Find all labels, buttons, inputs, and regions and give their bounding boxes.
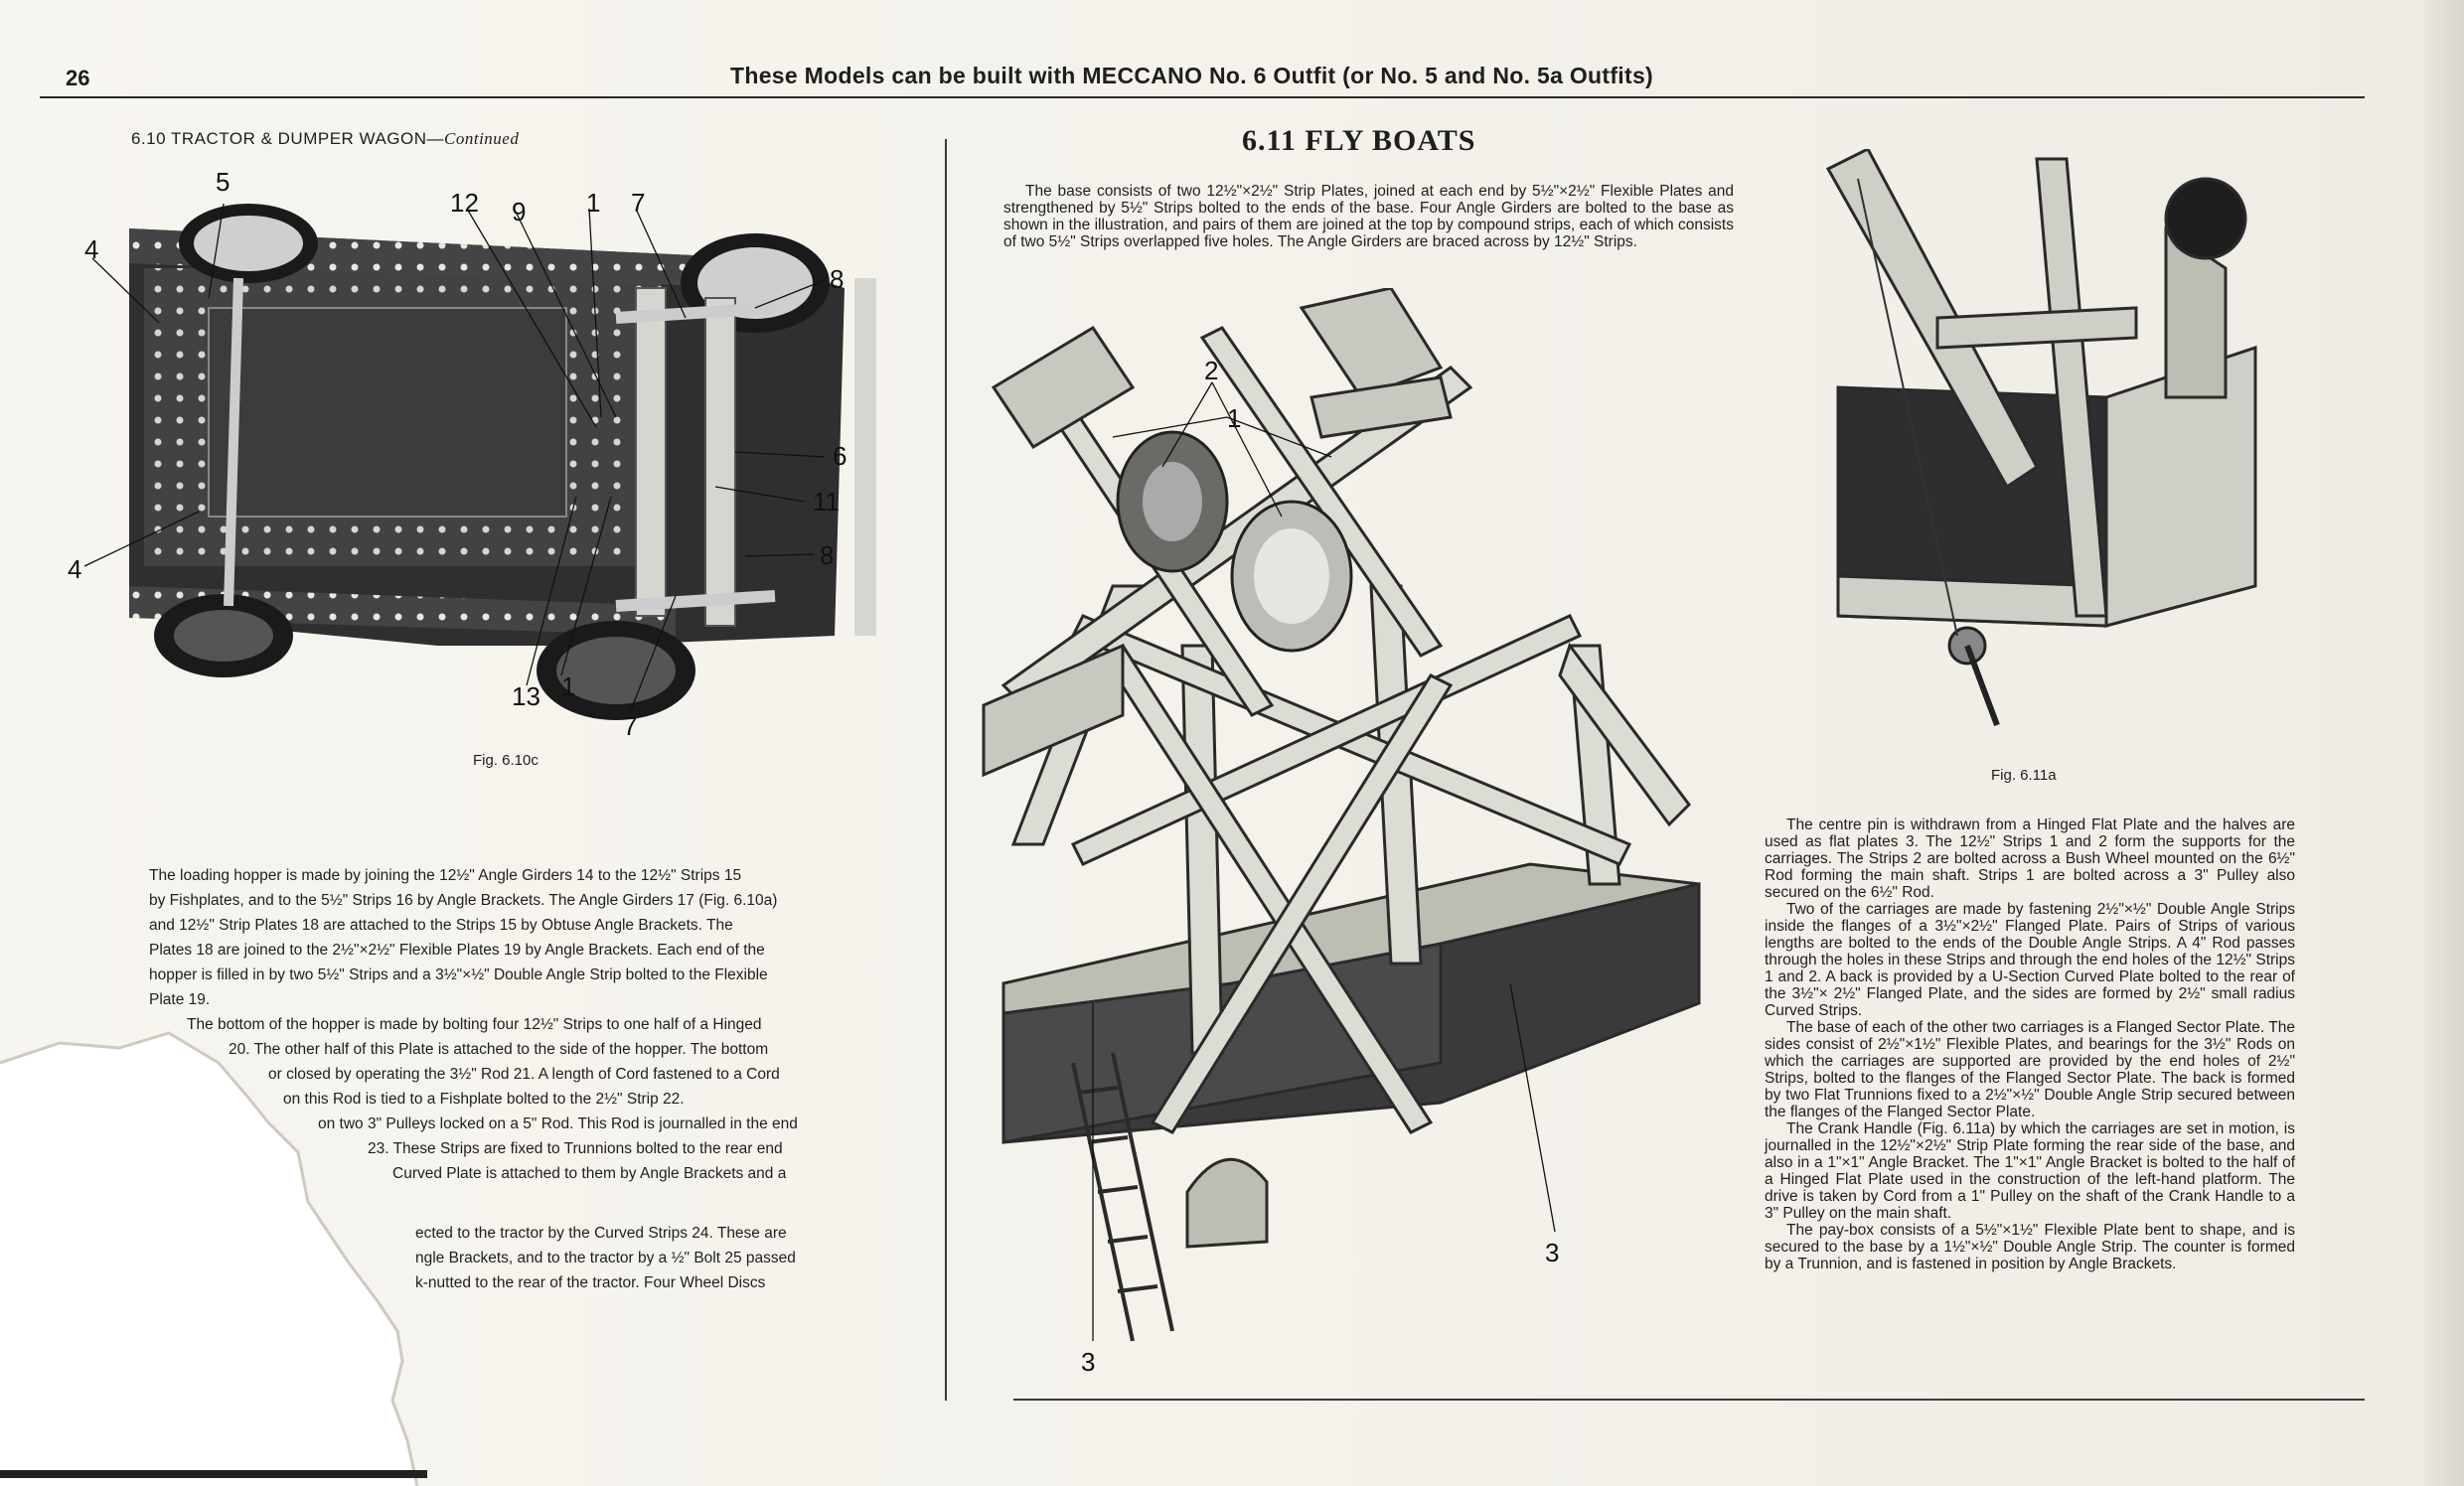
figure-caption-6-10c: Fig. 6.10c	[473, 752, 539, 769]
left-paragraph-line-6: Plate 19.	[149, 991, 211, 1008]
left-paragraph-line-1: The loading hopper is made by joining the 12½" Angle Girders 14 to the 12½" Strips 15	[149, 867, 742, 884]
left-paragraph-line-14: ected to the tractor by the Curved Strips 24. These are	[415, 1225, 787, 1242]
callout-11: 11	[813, 487, 840, 517]
torn-page-corner	[0, 1003, 437, 1486]
callout-3-left: 3	[1081, 1347, 1096, 1377]
left-paragraph-line-16: k-nutted to the rear of the tractor. Four Wheel Discs	[415, 1274, 766, 1291]
left-paragraph-line-15: ngle Brackets, and to the tractor by a ½" Bolt 25 passed	[415, 1250, 796, 1266]
fly-boats-intro	[1003, 183, 1734, 250]
callout-5: 5	[216, 169, 231, 197]
left-paragraph-line-8: 20. The other half of this Plate is attached to the side of the hopper. The bottom	[229, 1041, 769, 1058]
left-paragraph-line-7: The bottom of the hopper is made by bolting four 12½" Strips to one half of a Hinged	[187, 1016, 762, 1033]
fly-boats-title: 6.11 FLY BOATS	[1242, 124, 1476, 157]
figure-6-11a-crank-detail	[1808, 149, 2285, 755]
callout-6: 6	[833, 441, 847, 471]
fly-boats-body	[1765, 817, 2295, 1272]
left-paragraph-line-10: on this Rod is tied to a Fishplate bolted to the 2½" Strip 22.	[283, 1091, 685, 1108]
callout-7-bottom: 7	[623, 711, 638, 741]
intro-paragraph: The base consists of two 12½"×2½" Strip Plates, joined at each end by 5½"×2½" Flexible Plates and strengthened by 5½" Strips bolted to the ends of the base. Four Angle Girders are bolted to the base as shown in the illustration, and pairs of them are joined at the top by compound strips, each of which consists of two 5½" Strips overlapped five holes. The Angle Girders are braced across by 12½" Strips.	[1003, 183, 1734, 250]
body-paragraph-1: The centre pin is withdrawn from a Hinged Flat Plate and the halves are used as flat plates 3. The 12½" Strips 1 and 2 form the supports for the carriages. The Strips 2 are bolted across a Bush Wheel mounted on the 6½" Rod forming the main shaft. Strips 1 are bolted across a 3" Pulley also secured on the 6½" Rod.	[1765, 817, 2295, 901]
callout-8-top: 8	[830, 264, 845, 294]
left-section-continued: Continued	[444, 129, 520, 148]
callout-9: 9	[512, 197, 527, 226]
callout-8-bottom: 8	[820, 540, 835, 570]
body-paragraph-5: The pay-box consists of a 5½"×1½" Flexible Plate bent to shape, and is secured to the base by a 1½"×½" Double Angle Strip. The counter is formed by a Trunnion, and is fastened in position by Angle Brackets.	[1765, 1222, 2295, 1272]
left-paragraph-line-9: or closed by operating the 3½" Rod 21. A length of Cord fastened to a Cord	[268, 1066, 780, 1083]
figure-fly-boats	[974, 288, 1729, 1401]
figure-tractor-underside	[60, 169, 934, 745]
left-paragraph-line-2: by Fishplates, and to the 5½" Strips 16 by Angle Brackets. The Angle Girders 17 (Fig. 6.10a)	[149, 892, 778, 909]
page-edge-shadow	[2424, 0, 2464, 1486]
callout-12: 12	[450, 188, 479, 218]
callout-3-right: 3	[1545, 1238, 1560, 1267]
callout-13: 13	[512, 681, 540, 711]
figure-caption-6-11a: Fig. 6.11a	[1991, 767, 2057, 784]
header-rule	[40, 96, 2365, 98]
left-paragraph-line-11: on two 3" Pulleys locked on a 5" Rod. This Rod is journalled in the end	[318, 1115, 798, 1132]
body-paragraph-4: The Crank Handle (Fig. 6.11a) by which the carriages are set in motion, is journalled in the 12½"×2½" Strip Plate forming the rear side of the base, and also in a 1"×1" Angle Bracket. The 1"×1" Angle Bracket is bolted to the half of a Hinged Flat Plate used in the construction of the left-hand platform. The drive is taken by Cord from a 1" Pulley on the shaft of the Crank Handle to a 3" Pulley on the main shaft.	[1765, 1120, 2295, 1222]
callout-2: 2	[1204, 356, 1219, 385]
body-paragraph-3: The base of each of the other two carriages is a Flanged Sector Plate. The sides consist of 2½"×1½" Flexible Plates, and bearings for the 3½" Rods on which the carriages are supported are provided by the end holes of 2½" Strips, bolted to the flanges of the Flanged Sector Plate. The back is formed by two Flat Trunnions fixed to a 2½"×½" Double Angle Strip secured between the flanges of the Flanged Sector Plate.	[1765, 1019, 2295, 1120]
callout-4-top: 4	[84, 234, 99, 264]
left-paragraph-line-5: hopper is filled in by two 5½" Strips and a 3½"×½" Double Angle Strip bolted to the Flexible	[149, 966, 768, 983]
callout-7-top: 7	[631, 188, 646, 218]
left-section-title: 6.10 TRACTOR & DUMPER WAGON—	[131, 129, 445, 148]
callout-1-top: 1	[586, 188, 601, 218]
running-header: These Models can be built with MECCANO No. 6 Outfit (or No. 5 and No. 5a Outfits)	[730, 63, 1654, 88]
body-paragraph-2: Two of the carriages are made by fastening 2½"×½" Double Angle Strips inside the flanges of a 3½"×2½" Flanged Plate. Pairs of Strips of various lengths are bolted to the ends of the Double Angle Strips. A 4" Rod passes through the holes in these Strips and through the end holes of the 12½" Strips 1 and 2. A back is provided by a U-Section Curved Plate bolted to the rear of the 3½"× 2½" Flanged Plate, and the sides are formed by 2½" small radius Curved Strips.	[1765, 901, 2295, 1019]
callout-1: 1	[1227, 403, 1242, 433]
left-paragraph-line-4: Plates 18 are joined to the 2½"×2½" Flexible Plates 19 by Angle Brackets. Each end of the	[149, 942, 765, 959]
left-paragraph-line-3: and 12½" Strip Plates 18 are attached to the Strips 15 by Obtuse Angle Brackets. The	[149, 917, 733, 934]
page-number: 26	[66, 66, 90, 90]
callout-1-bottom: 1	[561, 671, 576, 701]
left-paragraph-line-13: Curved Plate is attached to them by Angle Brackets and a	[392, 1165, 787, 1182]
left-section-heading	[131, 129, 519, 149]
left-paragraph-line-12: 23. These Strips are fixed to Trunnions bolted to the rear end	[368, 1140, 783, 1157]
callout-4-bottom: 4	[68, 554, 82, 584]
column-divider	[945, 139, 947, 1401]
